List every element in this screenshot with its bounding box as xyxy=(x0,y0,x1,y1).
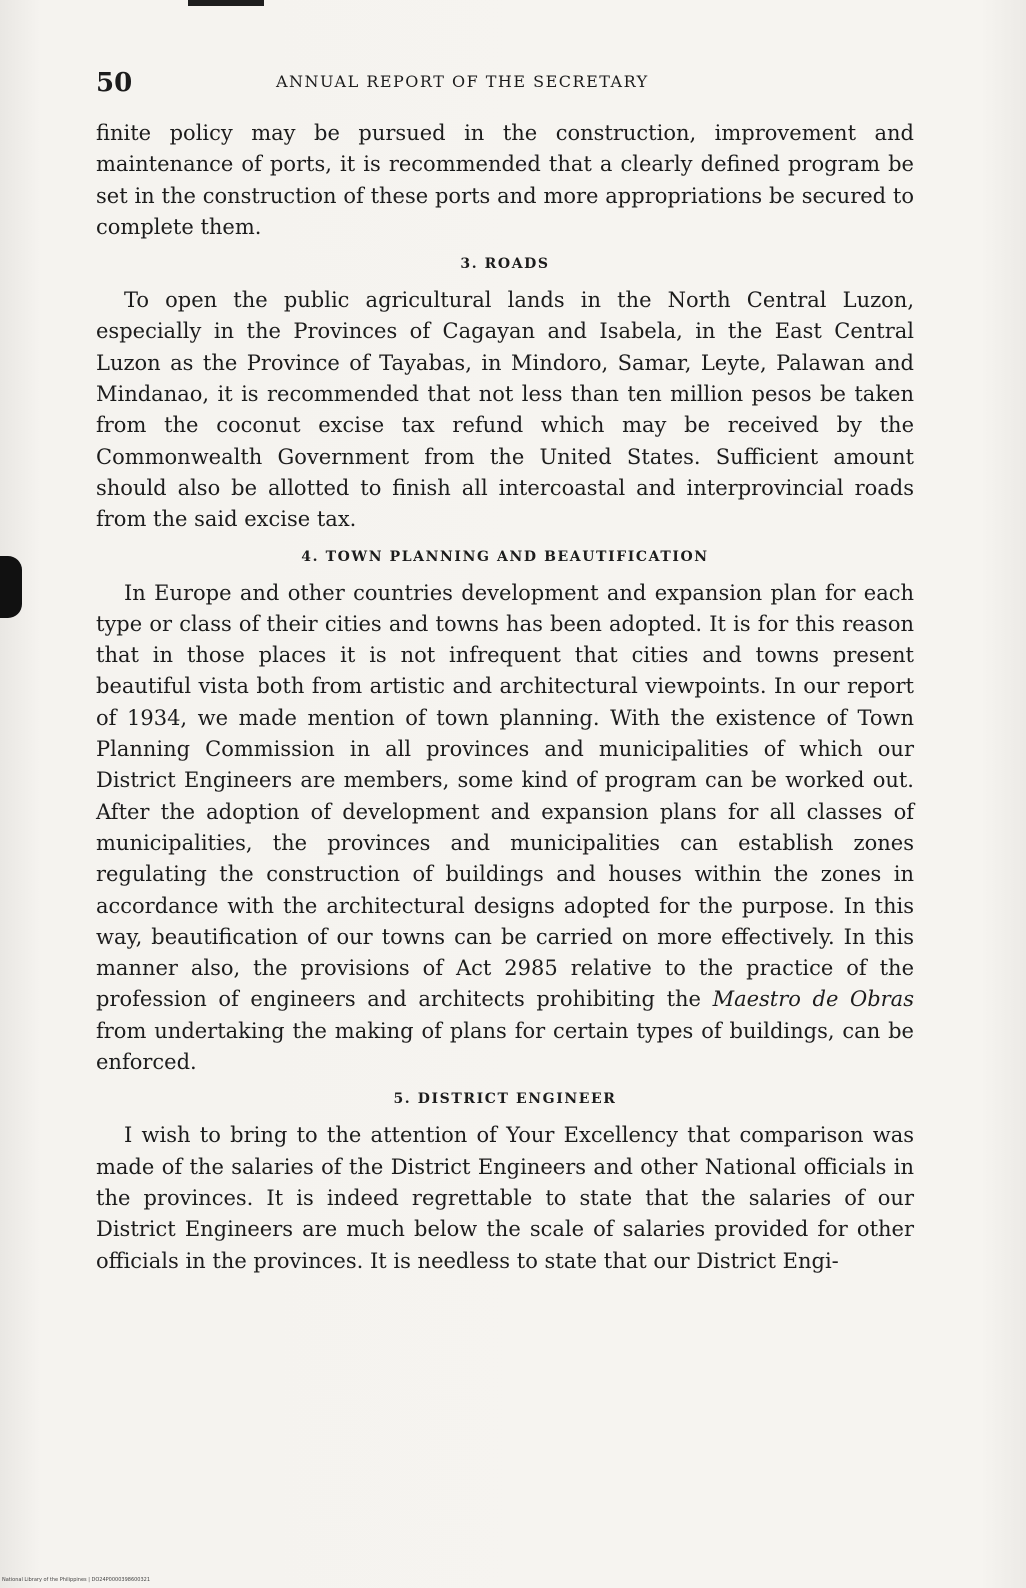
footer-id: DO24P0000398600321 xyxy=(91,1577,151,1583)
paragraph-ports: finite policy may be pursued in the construction, improvement and maintenance of ports, it is recommended that a clearly defined program be set in the construction of these ports and more appropriations be secured to complete them. xyxy=(96,121,914,239)
section-heading-roads: 3. ROADS xyxy=(460,256,550,273)
paragraph-district-engineer: I wish to bring to the attention of Your Excellency that comparison was made of the salaries of the District Engineers and other National officials in the provinces. It is indeed regrettable to state that the salaries of our District Engineers are much below the scale of salaries provided for other officials in the provinces. It is needless to state that our District Engi- xyxy=(96,1123,914,1273)
running-title: ANNUAL REPORT OF THE SECRETARY xyxy=(276,72,649,91)
maestro-de-obras-italic: Maestro de Obras xyxy=(712,987,914,1012)
scan-footer: National Library of the Philippines | DO24P0000398600321 xyxy=(2,1577,151,1583)
body-text xyxy=(96,118,914,1277)
paragraph-town-planning-part1: In Europe and other countries development and expansion plan for each type or class of their cities and towns has been adopted. It is for this reason that in those places it is not infrequent that cities and towns present beautiful vista both from artistic and architectural viewpoints. In our report of 1934, we made mention of town planning. With the existence of Town Planning Commission in all provinces and municipalities of which our District Engineers are members, some kind of program can be worked out. After the adoption of development and expansion plans for all classes of municipalities, the provinces and municipalities can establish zones regulating the construction of buildings and houses within the zones in accordance with the architectural designs adopted for the purpose. In this way, beautification of our towns can be carried on more effectively. In this manner also, the provisions of Act 2985 relative to the practice of the profession of engineers and architects prohibiting the xyxy=(96,580,914,1012)
running-header xyxy=(96,68,916,108)
paragraph-roads: To open the public agricultural lands in the North Central Luzon, especially in the Provinces of Cagayan and Isabela, in the East Central Luzon as the Province of Tayabas, in Mindoro, Samar, Leyte, Palawan and Mindanao, it is recommended that not less than ten million pesos be taken from the coconut excise tax refund which may be received by the Commonwealth Government from the United States. Sufficient amount should also be allotted to finish all intercoastal and interprovincial roads from the said excise tax. xyxy=(96,288,914,532)
scan-top-mark xyxy=(188,0,264,6)
page-number: 50 xyxy=(96,68,133,98)
paragraph-town-planning-part2: from undertaking the making of plans for certain types of buildings, can be enforced. xyxy=(96,1018,914,1075)
paragraph-town-planning xyxy=(96,578,914,1079)
scan-edge-mark xyxy=(0,556,22,618)
section-heading-town-planning: 4. TOWN PLANNING AND BEAUTIFICATION xyxy=(301,548,709,565)
section-heading-district-engineer: 5. DISTRICT ENGINEER xyxy=(393,1091,617,1108)
footer-source: National Library of the Philippines xyxy=(2,1577,87,1583)
